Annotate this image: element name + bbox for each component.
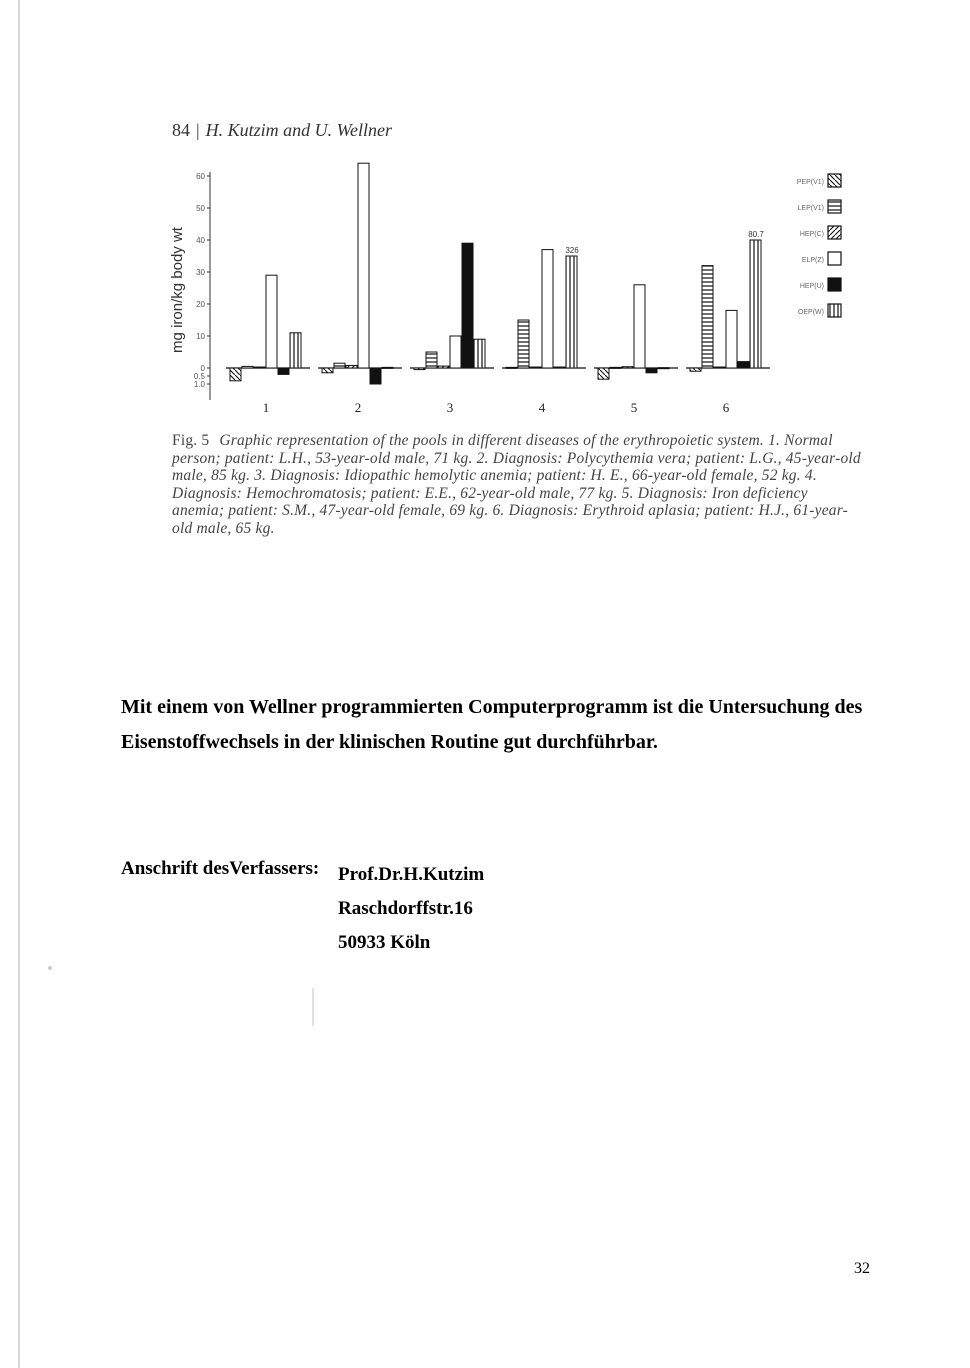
- bar-hep-c-: [438, 366, 449, 368]
- bar-pep-v1-: [414, 368, 425, 370]
- bar-hep-u-: [370, 368, 381, 384]
- bar-value-label: 326: [565, 246, 579, 255]
- bar-oep-w-: [290, 333, 301, 368]
- y-tick-label: 30: [196, 268, 205, 277]
- bar-hep-u-: [738, 362, 749, 368]
- y-tick-label: 60: [196, 172, 205, 181]
- bar-elp-z-: [542, 250, 553, 368]
- bar-oep-w-: [566, 256, 577, 368]
- figure-chart: [160, 160, 860, 420]
- bar-elp-z-: [634, 285, 645, 368]
- header-separator: |: [196, 120, 200, 140]
- legend-swatch: [828, 200, 841, 213]
- figure-caption: [172, 432, 862, 537]
- bar-hep-u-: [554, 367, 565, 368]
- y-tick-label: 50: [196, 204, 205, 213]
- x-category-label: 5: [630, 400, 638, 415]
- bar-hep-u-: [278, 368, 289, 374]
- legend-swatch: [828, 304, 841, 317]
- legend-swatch: [828, 252, 841, 265]
- bar-elp-z-: [358, 163, 369, 368]
- bar-lep-v1-: [518, 320, 529, 368]
- address-line-city: 50933 Köln: [338, 932, 431, 953]
- y-tick-label: 10: [196, 332, 205, 341]
- y-axis-label: mg iron/kg body wt: [169, 227, 186, 353]
- y-tick-label: 1.0: [193, 380, 205, 389]
- bar-hep-u-: [462, 243, 473, 368]
- legend-label: HEP(U): [799, 283, 824, 290]
- bar-lep-v1-: [242, 366, 253, 368]
- bar-elp-z-: [450, 336, 461, 368]
- bar-lep-v1-: [426, 352, 437, 368]
- bar-hep-u-: [646, 368, 657, 373]
- bar-pep-v1-: [322, 368, 333, 373]
- header-authors: H. Kutzim and U. Wellner: [205, 120, 392, 140]
- bar-elp-z-: [266, 275, 277, 368]
- legend-swatch: [828, 174, 841, 187]
- scan-dot: [48, 966, 52, 970]
- bar-oep-w-: [750, 240, 761, 368]
- header-page-ref: 84: [172, 120, 190, 140]
- bar-value-label: 80.7: [748, 230, 764, 239]
- bar-hep-c-: [254, 367, 265, 368]
- bar-lep-v1-: [610, 367, 621, 368]
- bar-oep-w-: [474, 339, 485, 368]
- legend-label: HEP(C): [799, 231, 824, 238]
- address-block: [338, 858, 484, 960]
- bar-chart-svg: [160, 160, 860, 420]
- page-number: 32: [854, 1260, 870, 1277]
- y-tick-label: 0.5: [193, 372, 205, 381]
- bar-oep-w-: [658, 368, 669, 369]
- address-line-street: Raschdorffstr.16: [338, 898, 473, 919]
- legend-label: LEP(V1): [797, 205, 824, 212]
- address-line-name: Prof.Dr.H.Kutzim: [338, 864, 485, 885]
- x-category-label: 1: [262, 400, 270, 415]
- legend-swatch: [828, 226, 841, 239]
- bar-hep-c-: [530, 367, 541, 368]
- page-edge-shadow: [18, 0, 20, 1368]
- y-tick-label: 20: [196, 300, 205, 309]
- bar-hep-c-: [346, 365, 357, 368]
- x-category-label: 2: [354, 400, 362, 415]
- bar-lep-v1-: [702, 266, 713, 368]
- figure-label: Fig. 5: [172, 432, 210, 449]
- running-header: [172, 120, 392, 141]
- y-tick-label: 40: [196, 236, 205, 245]
- summary-statement: Mit einem von Wellner programmierten Computerprogramm ist die Untersuchung des Eisenstoffwechsels in der klinischen Routine gut durchführbar.: [121, 696, 863, 753]
- bar-pep-v1-: [598, 368, 609, 379]
- x-category-label: 4: [538, 400, 546, 415]
- x-category-label: 6: [722, 400, 730, 415]
- bar-pep-v1-: [230, 368, 241, 381]
- y-tick-label: 0: [200, 364, 205, 373]
- address-label: Anschrift desVerfassers:: [121, 858, 320, 879]
- legend-swatch: [828, 278, 841, 291]
- legend-label: OEP(W): [797, 309, 824, 316]
- bar-oep-w-: [382, 367, 393, 368]
- x-category-label: 3: [446, 400, 454, 415]
- bar-pep-v1-: [690, 368, 701, 371]
- bar-pep-v1-: [506, 367, 517, 368]
- legend-label: PEP(V1): [796, 179, 824, 186]
- scan-mark: [312, 988, 314, 1026]
- legend-label: ELP(Z): [801, 257, 824, 264]
- bar-elp-z-: [726, 310, 737, 368]
- bar-hep-c-: [714, 367, 725, 368]
- figure-caption-text: Graphic representation of the pools in different diseases of the erythropoietic system. 1. Normal person; patient: L.H., 53-year-old male, 71 kg. 2. Diagnosis: Polycythemia vera; patient: L.G., 45-year-old male, 85 kg. 3. Diagnosis: Idiopathic hemolytic anemia; patient: H. E., 66-year-old female, 52 kg. 4. Diagnosis: Hemochromatosis; patient: E.E., 62-year-old male, 77 kg. 5. Diagnosis: Iron deficiency anemia; patient: S.M., 47-year-old female, 69 kg. 6. Diagnosis: Erythroid aplasia; patient: H.J., 61-year-old male, 65 kg.: [172, 432, 861, 537]
- bar-hep-c-: [622, 367, 633, 368]
- bar-lep-v1-: [334, 363, 345, 368]
